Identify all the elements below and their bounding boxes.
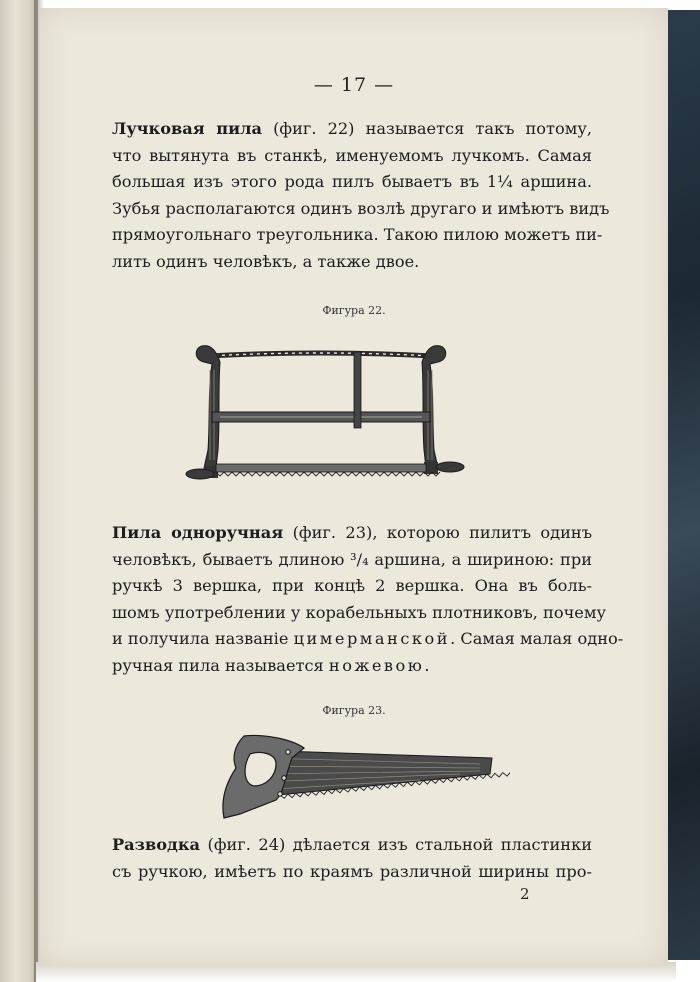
line-text: . bbox=[424, 655, 430, 675]
text-line: ручкѣ 3 вершка, при концѣ 2 вершка. Она въ боль- bbox=[112, 576, 592, 596]
line-text: (фиг. 24) дѣлается изъ стальной пластинки bbox=[200, 835, 592, 854]
text-line: прямоугольнаго треугольника. Такою пилою можетъ пи- bbox=[112, 225, 603, 245]
text-line: шомъ употреблении у корабельныхъ плотниковъ, почему bbox=[112, 602, 606, 622]
text-line: съ ручкою, имѣетъ по краямъ различной ширины про- bbox=[112, 861, 592, 881]
figure-22-caption: Фигура 22. bbox=[322, 304, 386, 317]
text-line bbox=[112, 653, 592, 680]
text-line: большая изъ этого рода пилъ бываетъ въ 1¼ аршина. bbox=[112, 172, 592, 192]
book-page bbox=[40, 8, 668, 966]
paragraph-bow-saw bbox=[112, 116, 610, 276]
text-line bbox=[112, 626, 624, 653]
book-spine bbox=[0, 0, 38, 982]
term-one-handed-saw: Пила одноручная bbox=[112, 523, 284, 542]
figure-23-caption: Фигура 23. bbox=[322, 704, 386, 717]
bow-saw-illustration bbox=[160, 340, 480, 488]
paragraph-saw-set bbox=[112, 832, 592, 885]
paragraph-one-handed-saw bbox=[112, 520, 624, 680]
text-line bbox=[112, 832, 592, 859]
term-bow-saw: Лучковая пила bbox=[112, 119, 263, 138]
term-spaced: ножевою bbox=[328, 655, 425, 675]
line-text: (фиг. 23), которою пилитъ одинъ bbox=[283, 523, 592, 542]
term-spaced: цимерманской bbox=[293, 629, 451, 649]
line-text: . Самая малая одно- bbox=[450, 629, 624, 649]
text-line: лить одинъ человѣкъ, а также двое. bbox=[112, 251, 420, 271]
line-text: (фиг. 22) называется такъ потому, bbox=[262, 119, 592, 138]
book-cover-marbled bbox=[668, 10, 700, 960]
page-number: — 17 — bbox=[313, 74, 395, 96]
signature-mark: 2 bbox=[520, 885, 530, 903]
handsaw-illustration bbox=[180, 728, 510, 824]
text-line: человѣкъ, бываетъ длиною ³/₄ аршина, а шириною: при bbox=[112, 549, 592, 569]
text-line bbox=[112, 520, 592, 547]
line-text: и получила названіе bbox=[112, 629, 294, 649]
text-line: что вытянута въ станкѣ, именуемомъ лучкомъ. Самая bbox=[112, 145, 592, 165]
text-line bbox=[112, 116, 592, 143]
text-line: Зубья располагаются одинъ возлѣ другаго и имѣютъ видъ bbox=[112, 198, 610, 218]
term-saw-set: Разводка bbox=[112, 835, 201, 854]
line-text: ручная пила называется bbox=[112, 655, 329, 675]
